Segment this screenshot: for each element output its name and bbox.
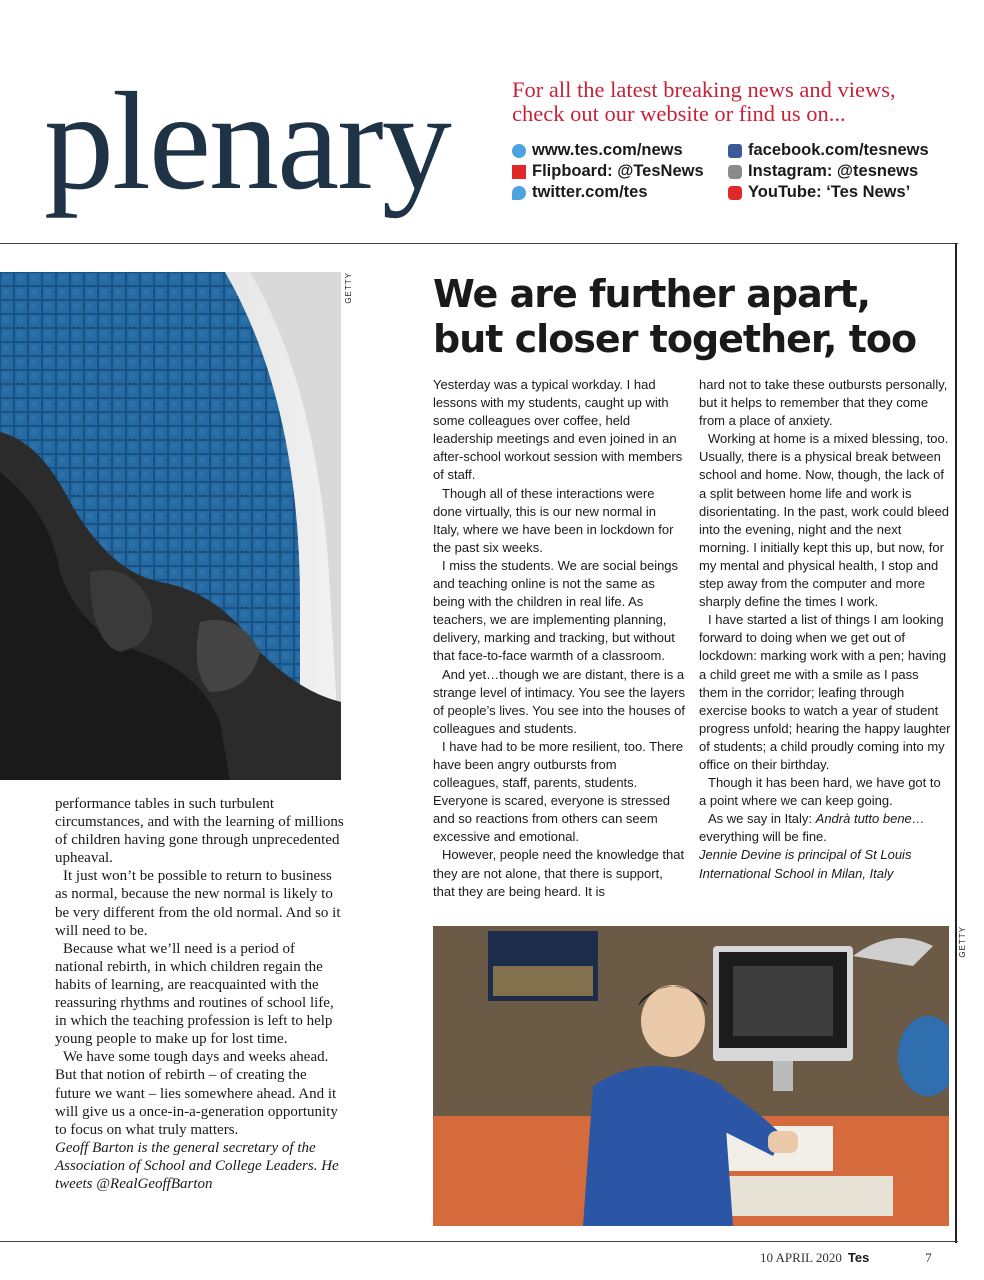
- article-headline: [433, 272, 953, 362]
- paragraph: Yesterday was a typical workday. I had lessons with my students, caught up with some colleagues over coffee, held leadership meetings and even joined in an after-school workout session with members of staff.: [433, 377, 683, 483]
- youtube-icon: [728, 186, 742, 200]
- photo-credit: GETTY: [344, 272, 353, 304]
- paragraph: Though it has been hard, we have got to a point where we can keep going.: [699, 775, 941, 809]
- paragraph: Though all of these interactions were done virtually, this is our new normal in Italy, where we have been in lockdown for the past six weeks.: [433, 485, 674, 555]
- article-column-1: [433, 376, 685, 901]
- page-footer: [760, 1250, 932, 1266]
- paragraph: Working at home is a mixed blessing, too. Usually, there is a physical break between school and home. Now, though, the lack of a split between home life and work is disorientating. In the past, work could bleed into the evening, night and the next morning. I initially kept this up, but now, for my mental and physical health, I stop and step away from the computer and more sharply define the times I work.: [699, 431, 950, 610]
- paragraph: We have some tough days and weeks ahead. But that notion of rebirth – of creating the future we want – lies somewhere ahead. And it will give us a once-in-a-generation opportunity to focus on what truly matters.: [55, 1049, 338, 1138]
- promo-line-2: check out our website or find us on...: [512, 101, 846, 126]
- paragraph: I miss the students. We are social beings and teaching online is not the same as being with the children in real life. As teachers, we are implementing planning, delivery, marking and tracking, but without that face-to-face warmth of a classroom.: [433, 557, 679, 664]
- youtube-link[interactable]: [728, 183, 948, 202]
- paragraph: And yet…though we are distant, there is a strange level of intimacy. You see the layers of people’s lives. You see into the houses of colleagues and students.: [433, 666, 686, 736]
- headline-line-2: but closer together, too: [433, 317, 917, 361]
- link-label: Flipboard: @TesNews: [532, 162, 704, 180]
- closing-paragraph: [699, 810, 951, 846]
- child-computer-photo: [433, 926, 949, 1226]
- instagram-icon: [728, 165, 742, 179]
- mosaic-photo: [0, 272, 341, 780]
- paragraph: It just won’t be possible to return to business as normal, because the new normal is likely to be very different from the old normal. And so it will need to be.: [55, 868, 341, 939]
- link-label: www.tes.com/news: [532, 141, 683, 159]
- paragraph: I have had to be more resilient, too. There have been angry outbursts from colleagues, staff, parents, students. Everyone is scared, everyone is stressed and so reactions from others can seem excessive and emotional.: [433, 738, 684, 845]
- publication-name: Tes: [847, 1250, 870, 1265]
- paragraph: However, people need the knowledge that they are not alone, that there is support, that they are being heard. It is: [433, 847, 685, 899]
- closing-prefix: As we say in Italy:: [708, 811, 816, 827]
- paragraph: hard not to take these outbursts personally, but it helps to remember that they come from a place of anxiety.: [699, 377, 948, 429]
- paragraph: Because what we’ll need is a period of national rebirth, in which children regain the habits of learning, are reacquainted with the reassuring rhythms and routines of school life, in which the teaching profession is left to help young people to make up for lost time.: [55, 940, 334, 1048]
- bottom-divider: [0, 1241, 958, 1242]
- promo-line-1: For all the latest breaking news and views,: [512, 77, 896, 102]
- website-link[interactable]: [512, 141, 728, 160]
- paragraph: performance tables in such turbulent circumstances, and with the learning of millions of children having gone through unprecedented upheaval.: [55, 796, 344, 867]
- closing-suffix: everything will be fine.: [699, 829, 827, 845]
- paragraph: I have started a list of things I am looking forward to doing when we get out of lockdown: marking work with a pen; having a child greet me with a smile as I pass them in the corridor; leafing through exercise books to watch a year of student progress unfold; hearing the happy laughter of students; a child proudly coming into my office on their birthday.: [699, 612, 951, 772]
- page-number: 7: [925, 1250, 932, 1265]
- article-column-2: [699, 376, 951, 883]
- mosaic-illustration: [0, 272, 341, 780]
- globe-icon: [512, 144, 526, 158]
- promo-text: [512, 78, 952, 126]
- section-title: plenary: [44, 64, 450, 219]
- left-article: [55, 795, 345, 1193]
- author-byline: Jennie Devine is principal of St Louis International School in Milan, Italy: [699, 847, 912, 881]
- instagram-link[interactable]: [728, 162, 948, 181]
- link-label: twitter.com/tes: [532, 183, 648, 201]
- twitter-icon: [512, 186, 526, 200]
- facebook-icon: [728, 144, 742, 158]
- top-divider: [0, 243, 958, 244]
- flipboard-link[interactable]: [512, 162, 728, 181]
- link-label: Instagram: @tesnews: [748, 162, 919, 180]
- child-computer-illustration: [433, 926, 949, 1226]
- facebook-link[interactable]: [728, 141, 948, 160]
- social-links: [512, 141, 952, 202]
- author-byline: Geoff Barton is the general secretary of the Association of School and College Leaders. He tweets @RealGeoffBarton: [55, 1139, 339, 1192]
- link-label: YouTube: ‘Tes News’: [748, 183, 911, 201]
- right-divider: [955, 243, 957, 1243]
- headline-line-1: We are further apart,: [433, 272, 871, 316]
- twitter-link[interactable]: [512, 183, 728, 202]
- photo-credit: GETTY: [958, 926, 967, 958]
- closing-italic: Andrà tutto bene…: [815, 811, 925, 827]
- flipboard-icon: [512, 165, 526, 179]
- link-label: facebook.com/tesnews: [748, 141, 929, 159]
- issue-date: 10 APRIL 2020: [760, 1250, 842, 1265]
